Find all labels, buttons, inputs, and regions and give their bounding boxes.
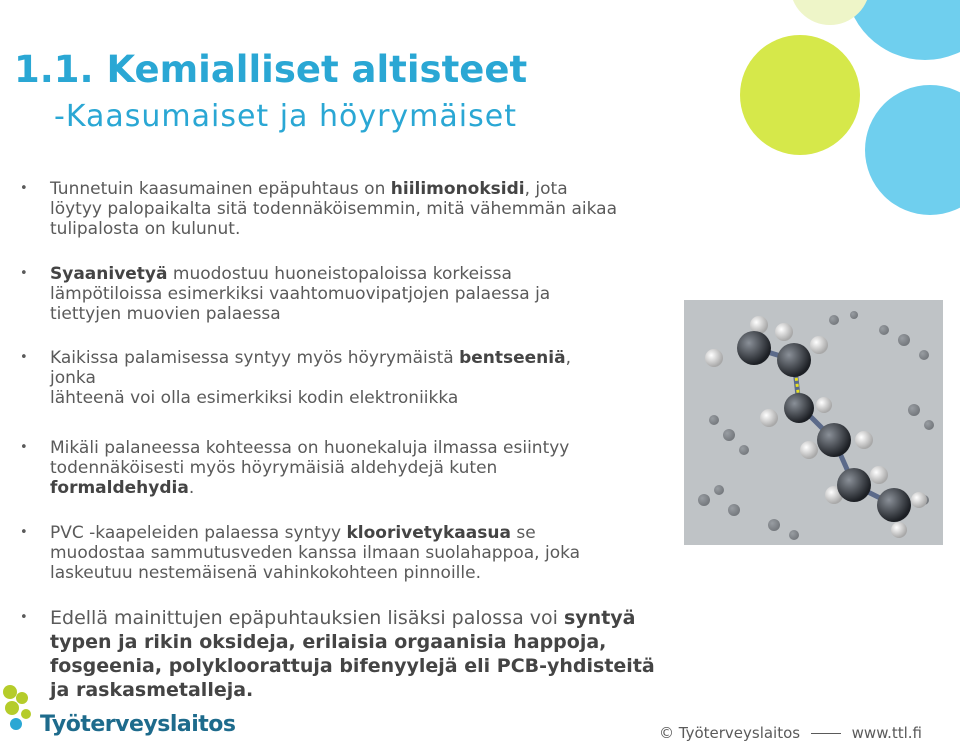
bullet-text-segment: löytyy palopaikalta sitä todennäköisemmin, mitä vähemmän aikaa [50,199,617,219]
bullet-text-segment: muodostaa sammutusveden kanssa ilmaan suolahappoa, joka [50,543,581,563]
bullet-text-segment: todennäköisesti myös höyrymäisiä aldehydejä kuten [50,458,498,478]
bullet-text-segment: muodostuu huoneistopaloissa korkeissa [167,264,512,284]
bullet-other-pollutants [50,606,690,702]
bullet-text-segment: tiettyjen muovien palaessa [50,304,281,324]
bullet-text-segment: kloorivetykaasua [346,523,511,543]
footer-separator [811,733,841,734]
bullet-text-segment: lähteenä voi olla esimerkiksi kodin elektroniikka [50,388,459,408]
bullet-text-segment: Kaikissa palamisessa syntyy myös höyrymäistä [50,348,460,368]
bullet-text-segment: typen ja rikin oksideja, erilaisia orgaanisia happoja, [50,631,607,653]
bullet-text-segment: . [188,478,195,498]
slide-title: 1.1. Kemialliset altisteet [14,48,528,91]
molecule-image [684,300,943,545]
bullet-text-segment: ja raskasmetalleja. [50,679,254,701]
bullet-formaldehyde [50,438,690,498]
bullet-text-segment: Edellä mainittujen epäpuhtauksien lisäksi palossa voi [50,607,564,629]
bullet-text-segment: fosgeenia, polykloorattuja bifenyylejä eli PCB-yhdisteitä [50,655,655,677]
bullet-text-segment: hiilimonoksidi [390,179,525,199]
bullet-text-segment: Syaanivetyä [50,264,168,284]
bullet-text-segment: , [565,348,571,368]
bullet-text-segment: , jota [524,179,568,199]
bullet-benzene [50,348,690,408]
bullet-carbon-monoxide [50,179,690,239]
bullet-text-segment: laskeutuu nestemäisenä vahinkokohteen pinnoille. [50,563,481,583]
bullet-text-segment: Tunnetuin kaasumainen epäpuhtaus on [50,179,391,199]
bullet-text-segment: lämpötiloissa esimerkiksi vaahtomuovipatjojen palaessa ja [50,284,551,304]
bullet-text-segment: tulipalosta on kulunut. [50,219,241,239]
bullet-text-segment: formaldehydia [50,478,189,498]
bullet-hydrogen-chloride [50,523,690,583]
slide-subtitle: -Kaasumaiset ja höyrymäiset [54,99,517,134]
footer-url[interactable]: www.ttl.fi [851,724,922,742]
bullet-text-segment: PVC -kaapeleiden palaessa syntyy [50,523,347,543]
bullet-text-segment: bentseeniä [459,348,566,368]
logo-text: Työterveyslaitos [40,712,236,737]
bullet-text-segment: se [510,523,536,543]
bullet-hydrogen-cyanide [50,264,690,324]
footer-copyright: © Työterveyslaitos [658,724,801,742]
bullet-text-segment: jonka [50,368,96,388]
bullet-text-segment: Mikäli palaneessa kohteessa on huonekaluja ilmassa esiintyy [50,438,570,458]
footer [659,724,922,742]
bullet-text-segment: syntyä [563,607,636,629]
